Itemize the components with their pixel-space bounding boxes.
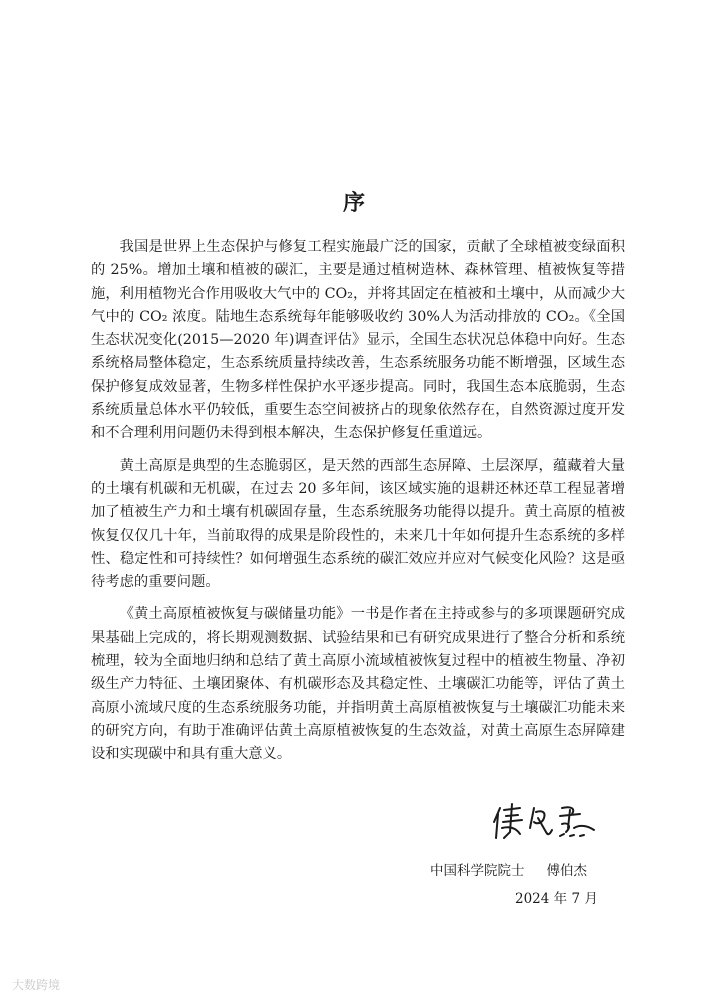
paragraph-2: 黄土高原是典型的生态脆弱区，是天然的西部生态屏障、土层深厚，蕴藏着大量的土壤有机碳和无机碳，在过去 20 多年间，该区域实施的退耕还林还草工程显著增加了植被生产力和土壤有机碳固存量，生态系统服务功能得以提升。黄土高原的植被恢复仅仅几十年，当前取得的成果是阶段性的，未来几十年如何提升生态系统的多样性、稳定性和可持续性？如何增强生态系统的碳汇效应并应对气候变化风险？这是亟待考虑的重要问题。	[91, 457, 625, 591]
preface-body	[91, 236, 625, 776]
signer-name: 傅伯杰	[546, 863, 587, 879]
signer-affiliation: 中国科学院院士	[430, 863, 525, 879]
paragraph-1: 我国是世界上生态保护与修复工程实施最广泛的国家，贡献了全球植被变绿面积的 25%。增加土壤和植被的碳汇，主要是通过植树造林、森林管理、植被恢复等措施，利用植物光合作用吸收大气中的 CO₂，并将其固定在植被和土壤中，从而减少大气中的 CO₂ 浓度。陆地生态系统每年能够吸收约 30%人为活动排放的 CO₂。《全国生态状况变化(2015—2020 年)调查评估》显示，全国生态状况总体稳中向好。生态系统格局整体稳定，生态系统质量持续改善，生态系统服务功能不断增强，区域生态保护修复成效显著，生物多样性保护水平逐步提高。同时，我国生态本底脆弱，生态系统质量总体水平仍较低，重要生态空间被挤占的现象依然存在，自然资源过度开发和不合理利用问题仍未得到根本解决，生态保护修复任重道远。	[91, 239, 625, 442]
watermark-logo: 大数跨境	[12, 978, 61, 992]
signature-line	[430, 859, 630, 879]
preface-title: 序	[342, 191, 365, 216]
paragraph-3: 《黄土高原植被恢复与碳储量功能》一书是作者在主持或参与的多项课题研究成果基础上完成的，将长期观测数据、试验结果和已有研究成果进行了整合分析和系统梳理，较为全面地归纳和总结了黄土高原小流域植被恢复过程中的植被生物量、净初级生产力特征、土壤团聚体、有机碳形态及其稳定性、土壤碳汇功能等，评估了黄土高原小流域尺度的生态系统服务功能，并指明黄土高原植被恢复与土壤碳汇功能未来的研究方向，有助于准确评估黄土高原植被恢复的生态效益，对黄土高原生态屏障建设和实现碳中和具有重大意义。	[91, 606, 625, 763]
handwritten-signature	[490, 798, 600, 844]
signature-date: 2024 年 7 月	[515, 891, 598, 907]
